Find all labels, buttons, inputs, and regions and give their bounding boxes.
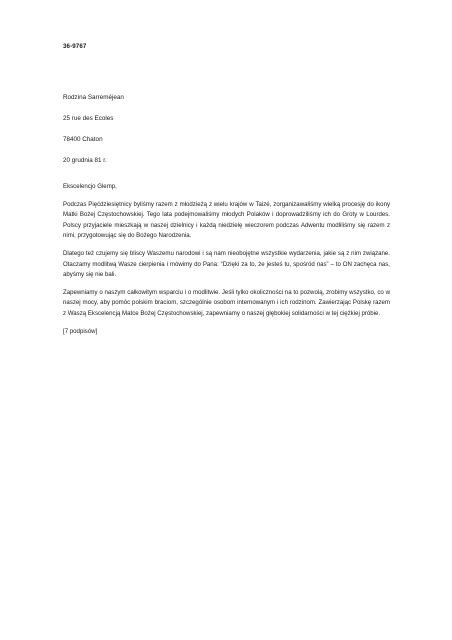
sender-address-block <box>63 94 124 178</box>
sender-street: 25 rue des Ecoles <box>63 115 114 122</box>
paragraph-3: Zapewniamy o naszym całkowitym wsparciu i o modlitwie. Jeśli tylko okoliczności na to pozwolą, zrobimy wszystko, co w naszej mocy, aby pomóc polskim braciom, szczególnie osobom internowanym i ich rodzinom. Zawierzając Polskę razem z Waszą Ekscelencją Matce Bożej Częstochowskiej, zapewniamy o naszej głębokiej solidarności w tej ciężkiej próbie. <box>63 288 390 317</box>
paragraph-2: Dlatego też czujemy się bliscy Waszemu narodowi i są nam nieobojętne wszystkie wydarzenia, jakie są z nim związane. Otaczamy modlitwą Wasze cierpienia i mówimy do Pana: “Dzięki za to, że jesteś tu, spośród nas” – to ON zachęca nas, abyśmy się nie bali. <box>63 249 390 279</box>
salutation: Ekscelencjo Glemp, <box>63 183 117 190</box>
sender-city: 78400 Chaton <box>63 136 103 143</box>
letter-body <box>63 182 390 337</box>
signatures-note: [7 podpisów] <box>63 327 98 335</box>
letter-date: 20 grudnia 81 r. <box>63 157 107 164</box>
paragraph-1: Podczas Pięćdziesiętnicy byliśmy razem z młodzieżą z wielu krajów w Taizé, zorganizawaliśmy wielką procesję do ikony Matki Bożej Częstochowskiej. Tego lata podejmowaliśmy młodych Polaków i doprowadziliśmy ich do Groty w Lourdes. Polscy przyjaciele mieszkają w naszej dzielnicy i każdą niedzielę wieczorem podczas Adwentu modliliśmy się razem z nimi, przygotowując się do Bożego Narodzenia. <box>63 200 390 240</box>
sender-name: Rodzina Sarreméjean <box>63 94 124 101</box>
document-reference-number: 36-9767 <box>63 43 87 50</box>
